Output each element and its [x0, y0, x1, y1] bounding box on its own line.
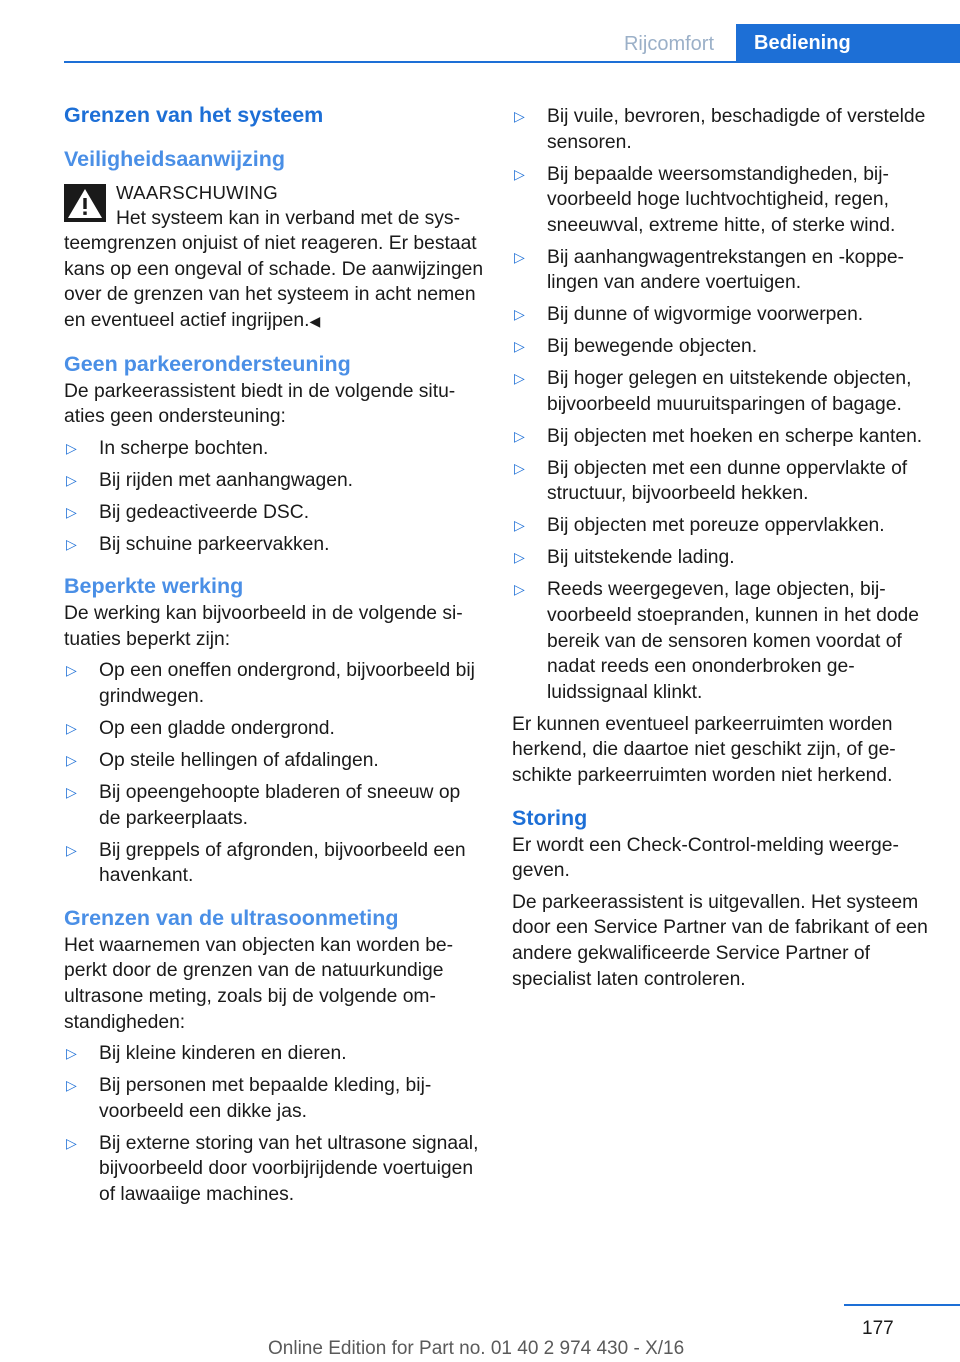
list-item-text: Bij personen met bepaalde kleding, bijvoorbeeld een dikke jas. — [99, 1075, 432, 1122]
list-item-text: Op steile hellingen of afdalingen. — [99, 750, 379, 772]
list-item-text: Bij dunne of wigvormige voorwerpen. — [547, 304, 864, 326]
list-item-text: Bij greppels of afgronden, bijvoorbeeld een havenkant. — [99, 839, 466, 887]
bullet-triangle-icon: ▷ — [514, 338, 525, 355]
list-item — [64, 1131, 484, 1208]
list-item-text: Bij vuile, bevroren, beschadigde of verstelde sensoren. — [547, 106, 926, 153]
footer-edition: Online Edition for Part no. 01 40 2 974 430 - X/16 — [268, 1338, 685, 1359]
bullet-triangle-icon: ▷ — [66, 1045, 77, 1062]
bullet-triangle-icon: ▷ — [66, 720, 77, 737]
list-item — [512, 513, 932, 539]
left-column — [64, 100, 484, 1214]
list-item — [64, 500, 484, 526]
list-item — [512, 334, 932, 360]
limited-list — [64, 658, 484, 888]
list-item — [64, 748, 484, 774]
limited-intro: De werking kan bijvoorbeeld in de volgende situaties beperkt zijn: — [64, 603, 463, 650]
list-item-text: Bij bewegende objecten. — [547, 336, 758, 358]
no-support-intro: De parkeerassistent biedt in de volgende situaties geen ondersteuning: — [64, 380, 456, 428]
bullet-triangle-icon: ▷ — [66, 439, 77, 456]
note-paragraph: Er kunnen eventueel parkeerruimten worden herkend, die daartoe niet geschikt zijn, of geschikte parkeerruimten worden niet herkend. — [512, 713, 896, 786]
ultrasound-list-continued — [512, 104, 932, 705]
warning-text: Het systeem kan in verband met de systeemgrenzen onjuist of niet reageren. Er bestaat kans op een ongeval of schade. De aanwijzingen over de grenzen van het systeem in acht nemen en eventueel actief ingrijpen. — [64, 207, 484, 331]
list-item — [64, 468, 484, 494]
list-item-text: Bij objecten met hoeken en scherpe kanten. — [547, 425, 923, 447]
warning-label: WAARSCHUWING — [116, 182, 278, 203]
no-support-list — [64, 436, 484, 558]
list-item — [64, 532, 484, 558]
list-item — [512, 577, 932, 705]
list-item-text: Op een gladde ondergrond. — [99, 718, 335, 740]
list-item — [512, 424, 932, 450]
bullet-triangle-icon: ▷ — [514, 427, 525, 444]
list-item — [64, 780, 484, 831]
fault-paragraph-2: De parkeerassistent is uitgevallen. Het systeem door een Service Partner van de fabrikant of een andere gekwalificeerde Service Partner of specialist laten controleren. — [512, 891, 928, 990]
list-item-text: Bij hoger gelegen en uitstekende objecten, bijvoorbeeld muuruitsparingen of bagage. — [547, 368, 912, 415]
bullet-triangle-icon: ▷ — [66, 662, 77, 679]
bullet-triangle-icon: ▷ — [66, 752, 77, 769]
bullet-triangle-icon: ▷ — [66, 535, 77, 552]
list-item-text: Bij uitstekende lading. — [547, 547, 735, 569]
ultrasound-list — [64, 1041, 484, 1207]
fault-paragraph-1: Er wordt een Check-Control-melding weergegeven. — [512, 834, 899, 882]
list-item-text: Bij objecten met een dunne oppervlakte of structuur, bijvoorbeeld hekken. — [547, 457, 908, 505]
bullet-triangle-icon: ▷ — [514, 248, 525, 265]
list-item — [512, 162, 932, 239]
list-item-text: Bij externe storing van het ultrasone signaal, bijvoorbeeld door voorbijrijdende voertuigen of lawaaiige machines. — [99, 1132, 479, 1205]
tab-bediening[interactable]: Bediening — [736, 24, 960, 62]
ultrasound-intro: Het waarnemen van objecten kan worden beperkt door de grenzen van de natuurkundige ultrasone meting, zoals bij de volgende omstandigheden: — [64, 934, 454, 1033]
end-mark-icon: ◀ — [309, 312, 321, 329]
list-item — [64, 716, 484, 742]
right-column — [512, 100, 932, 992]
list-item-text: Bij gedeactiveerde DSC. — [99, 501, 310, 523]
bullet-triangle-icon: ▷ — [66, 1077, 77, 1094]
tab-rijcomfort[interactable]: Rijcomfort — [623, 33, 714, 55]
footer-rule — [844, 1304, 960, 1306]
list-item — [64, 1041, 484, 1067]
bullet-triangle-icon: ▷ — [66, 1134, 77, 1151]
list-item-text: Bij schuine parkeervakken. — [99, 533, 330, 555]
list-item — [512, 104, 932, 155]
list-item-text: Bij bepaalde weersomstandigheden, bijvoorbeeld hoge luchtvochtigheid, regen, sneeuwval, extreme hitte, of sterke wind. — [547, 163, 896, 236]
list-item — [512, 366, 932, 417]
list-item — [512, 545, 932, 571]
list-item-text: In scherpe bochten. — [99, 437, 269, 459]
bullet-triangle-icon: ▷ — [514, 549, 525, 566]
list-item — [512, 302, 932, 328]
list-item-text: Op een oneffen ondergrond, bijvoorbeeld bij grindwegen. — [99, 660, 475, 708]
warning-triangle-icon — [64, 184, 106, 222]
ultrasound-heading: Grenzen van de ultrasoonmeting — [64, 905, 399, 930]
bullet-triangle-icon: ▷ — [514, 581, 525, 598]
list-item-text: Bij aanhangwagentrekstangen en -koppelingen van andere voertuigen. — [547, 246, 904, 294]
no-support-heading: Geen parkeerondersteuning — [64, 351, 351, 376]
bullet-triangle-icon: ▷ — [514, 517, 525, 534]
fault-heading: Storing — [512, 805, 588, 830]
bullet-triangle-icon: ▷ — [514, 459, 525, 476]
limited-heading: Beperkte werking — [64, 574, 244, 599]
bullet-triangle-icon: ▷ — [514, 370, 525, 387]
bullet-triangle-icon: ▷ — [514, 306, 525, 323]
list-item — [64, 838, 484, 889]
bullet-triangle-icon: ▷ — [66, 841, 77, 858]
safety-heading: Veiligheidsaanwijzing — [64, 147, 286, 171]
list-item-text: Reeds weergegeven, lage objecten, bijvoorbeeld stoepranden, kunnen in het dode bereik van de sensoren komen voordat of nadat reeds een ononderbroken geluidssignaal klinkt. — [547, 579, 919, 703]
section-title: Grenzen van het systeem — [64, 103, 324, 127]
warning-block — [64, 180, 484, 335]
list-item — [64, 1073, 484, 1124]
bullet-triangle-icon: ▷ — [66, 503, 77, 520]
list-item-text: Bij kleine kinderen en dieren. — [99, 1043, 347, 1065]
bullet-triangle-icon: ▷ — [66, 471, 77, 488]
list-item — [64, 658, 484, 709]
bullet-triangle-icon: ▷ — [66, 784, 77, 801]
list-item — [512, 456, 932, 507]
bullet-triangle-icon: ▷ — [514, 165, 525, 182]
list-item — [64, 436, 484, 462]
list-item — [512, 245, 932, 296]
list-item-text: Bij opeengehoopte bladeren of sneeuw op de parkeerplaats. — [99, 782, 461, 829]
list-item-text: Bij rijden met aanhangwagen. — [99, 469, 354, 491]
list-item-text: Bij objecten met poreuze oppervlakken. — [547, 515, 885, 537]
page-number: 177 — [862, 1318, 894, 1339]
bullet-triangle-icon: ▷ — [514, 108, 525, 124]
